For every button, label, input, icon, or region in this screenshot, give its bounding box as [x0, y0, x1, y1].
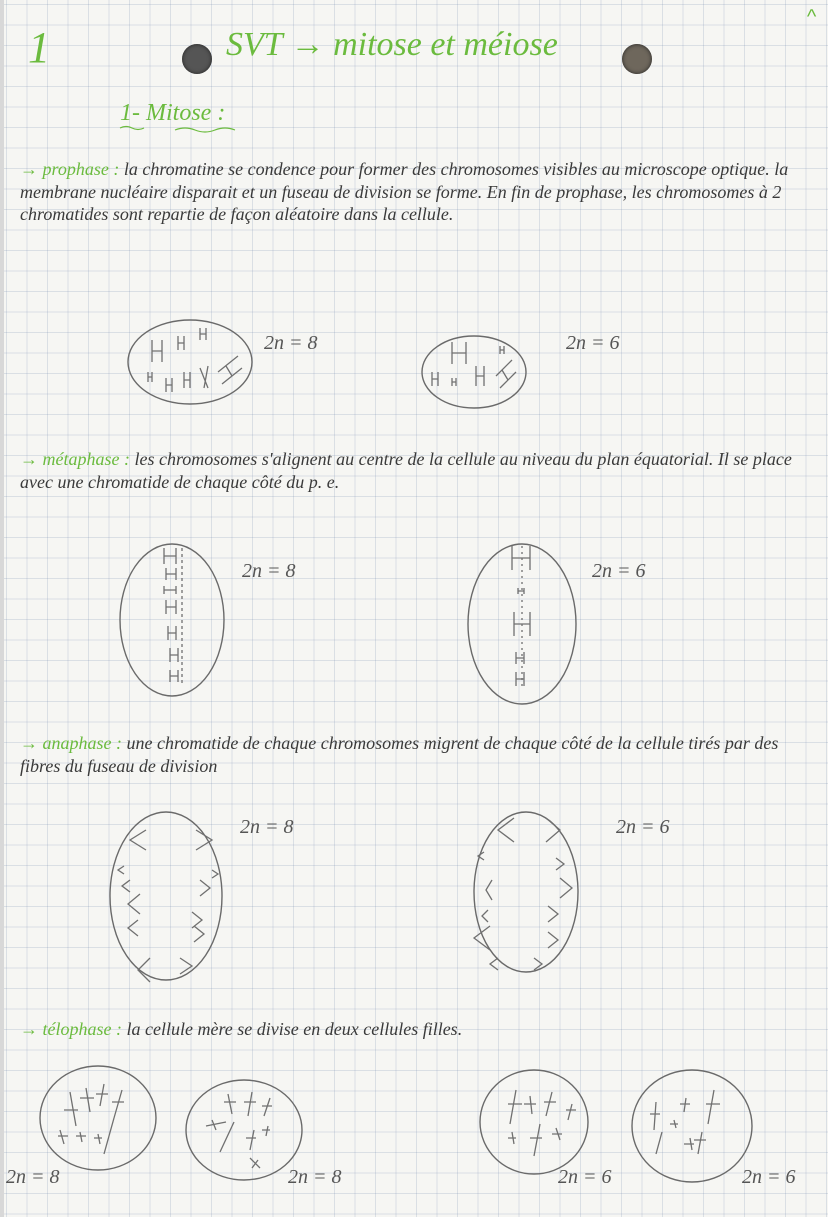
anaphase-label: → anaphase :: [20, 733, 122, 753]
telophase-label-2n6-b: 2n = 6: [742, 1166, 796, 1188]
metaphase-label: → métaphase :: [20, 449, 130, 469]
prophase-label-2n6: 2n = 6: [566, 332, 620, 354]
telophase-chromosomes-1: [58, 1084, 124, 1154]
page-title: SVT → mitose et méiose: [226, 26, 558, 63]
anaphase-text: une chromatide de chaque chromosomes migrent de chaque côté de la cellule tirés par des fibres du fuseau de division: [20, 733, 779, 776]
metaphase-label-2n8: 2n = 8: [242, 560, 296, 582]
telophase-label-2n8-a: 2n = 8: [6, 1166, 60, 1188]
telophase-chromosomes-2: [206, 1092, 272, 1168]
section-underline-2: [175, 128, 235, 132]
metaphase-cell-2n8: [120, 544, 224, 696]
metaphase-text: les chromosomes s'alignent au centre de la cellule au niveau du plan équatorial. Il se place avec une chromatide de chaque côté du p. e.: [20, 449, 792, 492]
telophase-cell-1: [40, 1066, 156, 1170]
section-underline-1: [120, 127, 144, 130]
prophase-chromosomes-2n8: [148, 328, 242, 392]
corner-mark: ^: [806, 6, 816, 28]
prophase-label: → prophase :: [20, 159, 120, 179]
telophase-label-2n6-a: 2n = 6: [558, 1166, 612, 1188]
prophase-cell-2n8: [128, 320, 252, 404]
metaphase-chromosomes-2n6: [512, 546, 530, 686]
telophase-chromosomes-3: [508, 1090, 576, 1156]
telophase-label-2n8-b: 2n = 8: [288, 1166, 342, 1188]
prophase-text: la chromatine se condence pour former des chromosomes visibles au microscope optique. la membrane nucléaire disparait et un fuseau de division se forme. En fin de prophase, les chromosomes à 2 chromatides sont repartie de façon aléatoire dans la cellule.: [20, 159, 789, 224]
metaphase-label-2n6: 2n = 6: [592, 560, 646, 582]
page-number: 1: [28, 23, 50, 72]
anaphase-cell-2n8: [110, 812, 222, 980]
prophase-chromosomes-2n6: [432, 342, 516, 388]
anaphase-label-2n6: 2n = 6: [616, 816, 670, 838]
prophase-label-2n8: 2n = 8: [264, 332, 318, 354]
telophase-chromosomes-4: [650, 1090, 720, 1154]
anaphase-cell-2n6: [474, 812, 578, 972]
telophase-label: → télophase :: [20, 1019, 122, 1039]
metaphase-chromosomes-2n8: [164, 548, 182, 684]
telophase-text: la cellule mère se divise en deux cellules filles.: [126, 1019, 463, 1039]
section-heading-text: 1- Mitose :: [120, 100, 226, 126]
telophase-cell-2: [186, 1080, 302, 1180]
telophase-cell-4: [632, 1070, 752, 1182]
telophase-cell-3: [480, 1070, 588, 1174]
anaphase-label-2n8: 2n = 8: [240, 816, 294, 838]
